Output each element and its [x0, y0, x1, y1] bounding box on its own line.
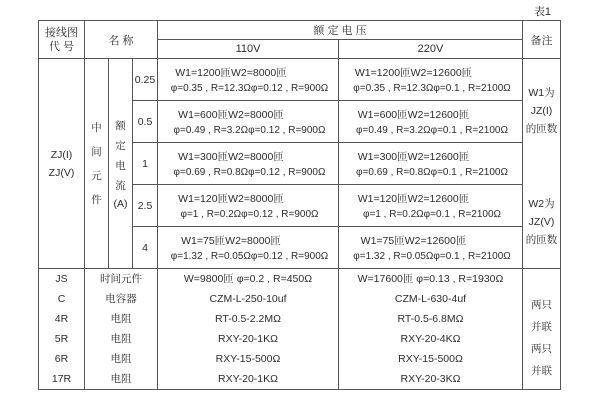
bottom-name-column — [85, 269, 158, 389]
component-spec-110v: RXY-15-500Ω — [215, 353, 281, 365]
component-spec-110v: RT-0.5-2.2MΩ — [214, 313, 281, 325]
phi-r-2: φ=0.1 , R=2100Ω — [433, 83, 511, 94]
phi-r-2: φ=0.1 , R=2100Ω — [423, 209, 501, 220]
component-spec-110v: CZM-L-250-10uf — [209, 293, 287, 305]
zj-row-110v-cell — [158, 143, 339, 185]
component-code: C — [57, 293, 66, 305]
zj-code-cell — [39, 59, 85, 269]
header-name: 名 称 — [85, 21, 158, 59]
component-code: 4R — [54, 313, 69, 325]
current-value: 0.5 — [133, 101, 158, 143]
component-name: 电阻 — [110, 373, 132, 385]
w1-value: W1=75匝 — [360, 235, 405, 247]
phi-r-1: φ=1 , R=0.2Ω — [180, 209, 242, 220]
current-label-char: 流 — [115, 179, 126, 192]
bottom-code-column — [39, 269, 85, 389]
w1-value: W1=600匝 — [357, 109, 408, 121]
current-label-char: 额 — [115, 119, 126, 132]
zj-row-220v-cell — [339, 101, 523, 143]
w1-value: W1=120匝 — [178, 193, 229, 205]
spec-table — [38, 20, 561, 390]
phi-r-2: φ=0.12 , R=900Ω — [250, 83, 329, 94]
w1-value: W1=1200匝 — [175, 67, 231, 79]
remark-line: W2为 — [528, 198, 555, 210]
zj-code-2: ZJ(V) — [48, 166, 75, 179]
component-code: 6R — [54, 353, 69, 365]
zj-row-220v-cell — [339, 143, 523, 185]
component-spec-220v: CZM-L-630-4uf — [394, 293, 467, 305]
remark-w1-block — [526, 87, 558, 135]
phi-r-1: φ=0.49 , R=3.2Ω — [356, 125, 431, 136]
zj-row-220v-cell — [339, 59, 523, 101]
w1-value: W1=75匝 — [181, 235, 226, 247]
remark-note: 并联 — [531, 365, 552, 377]
phi-r-1: φ=0.69 , R=0.8Ω — [173, 167, 249, 178]
component-name: 电阻 — [110, 313, 132, 325]
zj-row-110v-cell — [158, 101, 339, 143]
phi-r-1: φ=0.35 , R=12.3Ω — [170, 83, 251, 94]
zj-element-name-vertical — [85, 59, 109, 269]
component-spec-110v: RXY-20-1KΩ — [218, 373, 278, 385]
phi-r-1: φ=0.49 , R=3.2Ω — [173, 125, 249, 136]
component-name: 电阻 — [110, 353, 132, 365]
zj-remark-cell — [523, 59, 560, 269]
zj-row-110v-cell — [158, 185, 339, 227]
current-value: 2.5 — [133, 185, 158, 227]
w1-value: W1=600匝 — [178, 109, 229, 121]
w2-value: W2=12600匝 — [410, 67, 473, 79]
header-wiring-code-line2: 代 号 — [48, 40, 75, 53]
phi-r-2: φ=0.1 , R=2100Ω — [433, 251, 511, 262]
phi-r-1: φ=0.69 , R=0.8Ω — [356, 167, 431, 178]
phi-r-2: φ=0.1 , R=2100Ω — [430, 167, 508, 178]
header-220v: 220V — [339, 40, 523, 59]
current-value: 4 — [133, 227, 158, 269]
bottom-110v-column — [158, 269, 339, 389]
w1-value: W1=1200匝 — [354, 67, 411, 79]
phi-r-2: φ=0.12 , R=900Ω — [241, 209, 319, 220]
w2-value: W2=12600匝 — [407, 109, 470, 121]
w1-value: W1=300匝 — [178, 151, 229, 163]
w2-value: W2=12600匝 — [407, 193, 470, 205]
element-char: 中 — [91, 122, 102, 134]
zj-row-110v-cell — [158, 227, 339, 269]
phi-r-1: φ=0.35 , R=12.3Ω — [353, 83, 434, 94]
remark-line: 的匝数 — [525, 123, 558, 135]
remark-note: 两只 — [531, 299, 552, 311]
element-char: 间 — [91, 146, 102, 158]
zj-code-1: ZJ(I) — [50, 148, 73, 161]
w2-value: W2=8000匝 — [228, 193, 284, 205]
current-value: 1 — [133, 143, 158, 185]
component-spec-220v: RXY-20-3KΩ — [400, 373, 461, 385]
component-code: 5R — [54, 333, 69, 345]
element-char: 元 — [91, 170, 102, 182]
w2-value: W2=8000匝 — [228, 109, 284, 121]
current-label-char: 电 — [115, 159, 126, 172]
component-name: 电阻 — [110, 333, 132, 345]
zj-rated-current-vertical — [109, 59, 133, 269]
component-spec-220v: W=17600匝 φ=0.13 , R=1930Ω — [357, 273, 504, 285]
w2-value: W2=12600匝 — [407, 151, 470, 163]
phi-r-2: φ=0.12 , R=900Ω — [248, 125, 326, 136]
zj-row-220v-cell — [339, 185, 523, 227]
w2-value: W2=8000匝 — [225, 235, 281, 247]
element-char: 件 — [91, 194, 102, 206]
component-spec-220v: RXY-15-500Ω — [398, 353, 463, 365]
component-code: JS — [55, 273, 68, 285]
header-remark: 备注 — [523, 21, 560, 59]
phi-r-1: φ=1.32 , R=0.05Ω — [353, 251, 434, 262]
table-caption: 表1 — [533, 6, 552, 18]
current-label-char: 定 — [115, 139, 126, 152]
component-spec-220v: RT-0.5-6.8MΩ — [397, 313, 464, 325]
zj-row-220v-cell — [339, 227, 523, 269]
phi-r-2: φ=0.12 , R=900Ω — [250, 251, 329, 262]
current-value: 0.25 — [133, 59, 158, 101]
header-wiring-code — [39, 21, 85, 59]
remark-w2-block — [526, 198, 558, 246]
remark-note: 并联 — [531, 321, 552, 333]
header-110v: 110V — [158, 40, 339, 59]
w1-value: W1=120匝 — [357, 193, 408, 205]
remark-note: 两只 — [531, 343, 552, 355]
remark-line: W1为 — [528, 87, 555, 99]
component-spec-220v: RXY-20-4KΩ — [400, 333, 461, 345]
component-name: 时间元件 — [100, 273, 142, 285]
bottom-remark-cell — [523, 269, 560, 389]
phi-r-1: φ=1 , R=0.2Ω — [362, 209, 424, 220]
header-rated-voltage: 额 定 电 压 — [158, 21, 523, 40]
remark-line: JZ(V) — [528, 216, 555, 228]
w2-value: W2=8000匝 — [228, 151, 284, 163]
component-spec-110v: W=9800匝 φ=0.2 , R=450Ω — [183, 273, 313, 285]
zj-row-110v-cell — [158, 59, 339, 101]
w1-value: W1=300匝 — [357, 151, 408, 163]
remark-line: JZ(I) — [530, 105, 553, 117]
phi-r-1: φ=1.32 , R=0.05Ω — [170, 251, 251, 262]
bottom-220v-column — [339, 269, 523, 389]
component-name: 电容器 — [105, 293, 137, 305]
header-wiring-code-line1: 接线图 — [45, 26, 78, 39]
w2-value: W2=8000匝 — [231, 67, 287, 79]
phi-r-2: φ=0.1 , R=2100Ω — [430, 125, 508, 136]
current-label-char: (A) — [113, 197, 128, 210]
component-code: 17R — [51, 373, 72, 385]
w2-value: W2=12600匝 — [404, 235, 467, 247]
component-spec-110v: RXY-20-1KΩ — [218, 333, 278, 345]
phi-r-2: φ=0.12 , R=900Ω — [248, 167, 326, 178]
remark-line: 的匝数 — [525, 234, 558, 246]
